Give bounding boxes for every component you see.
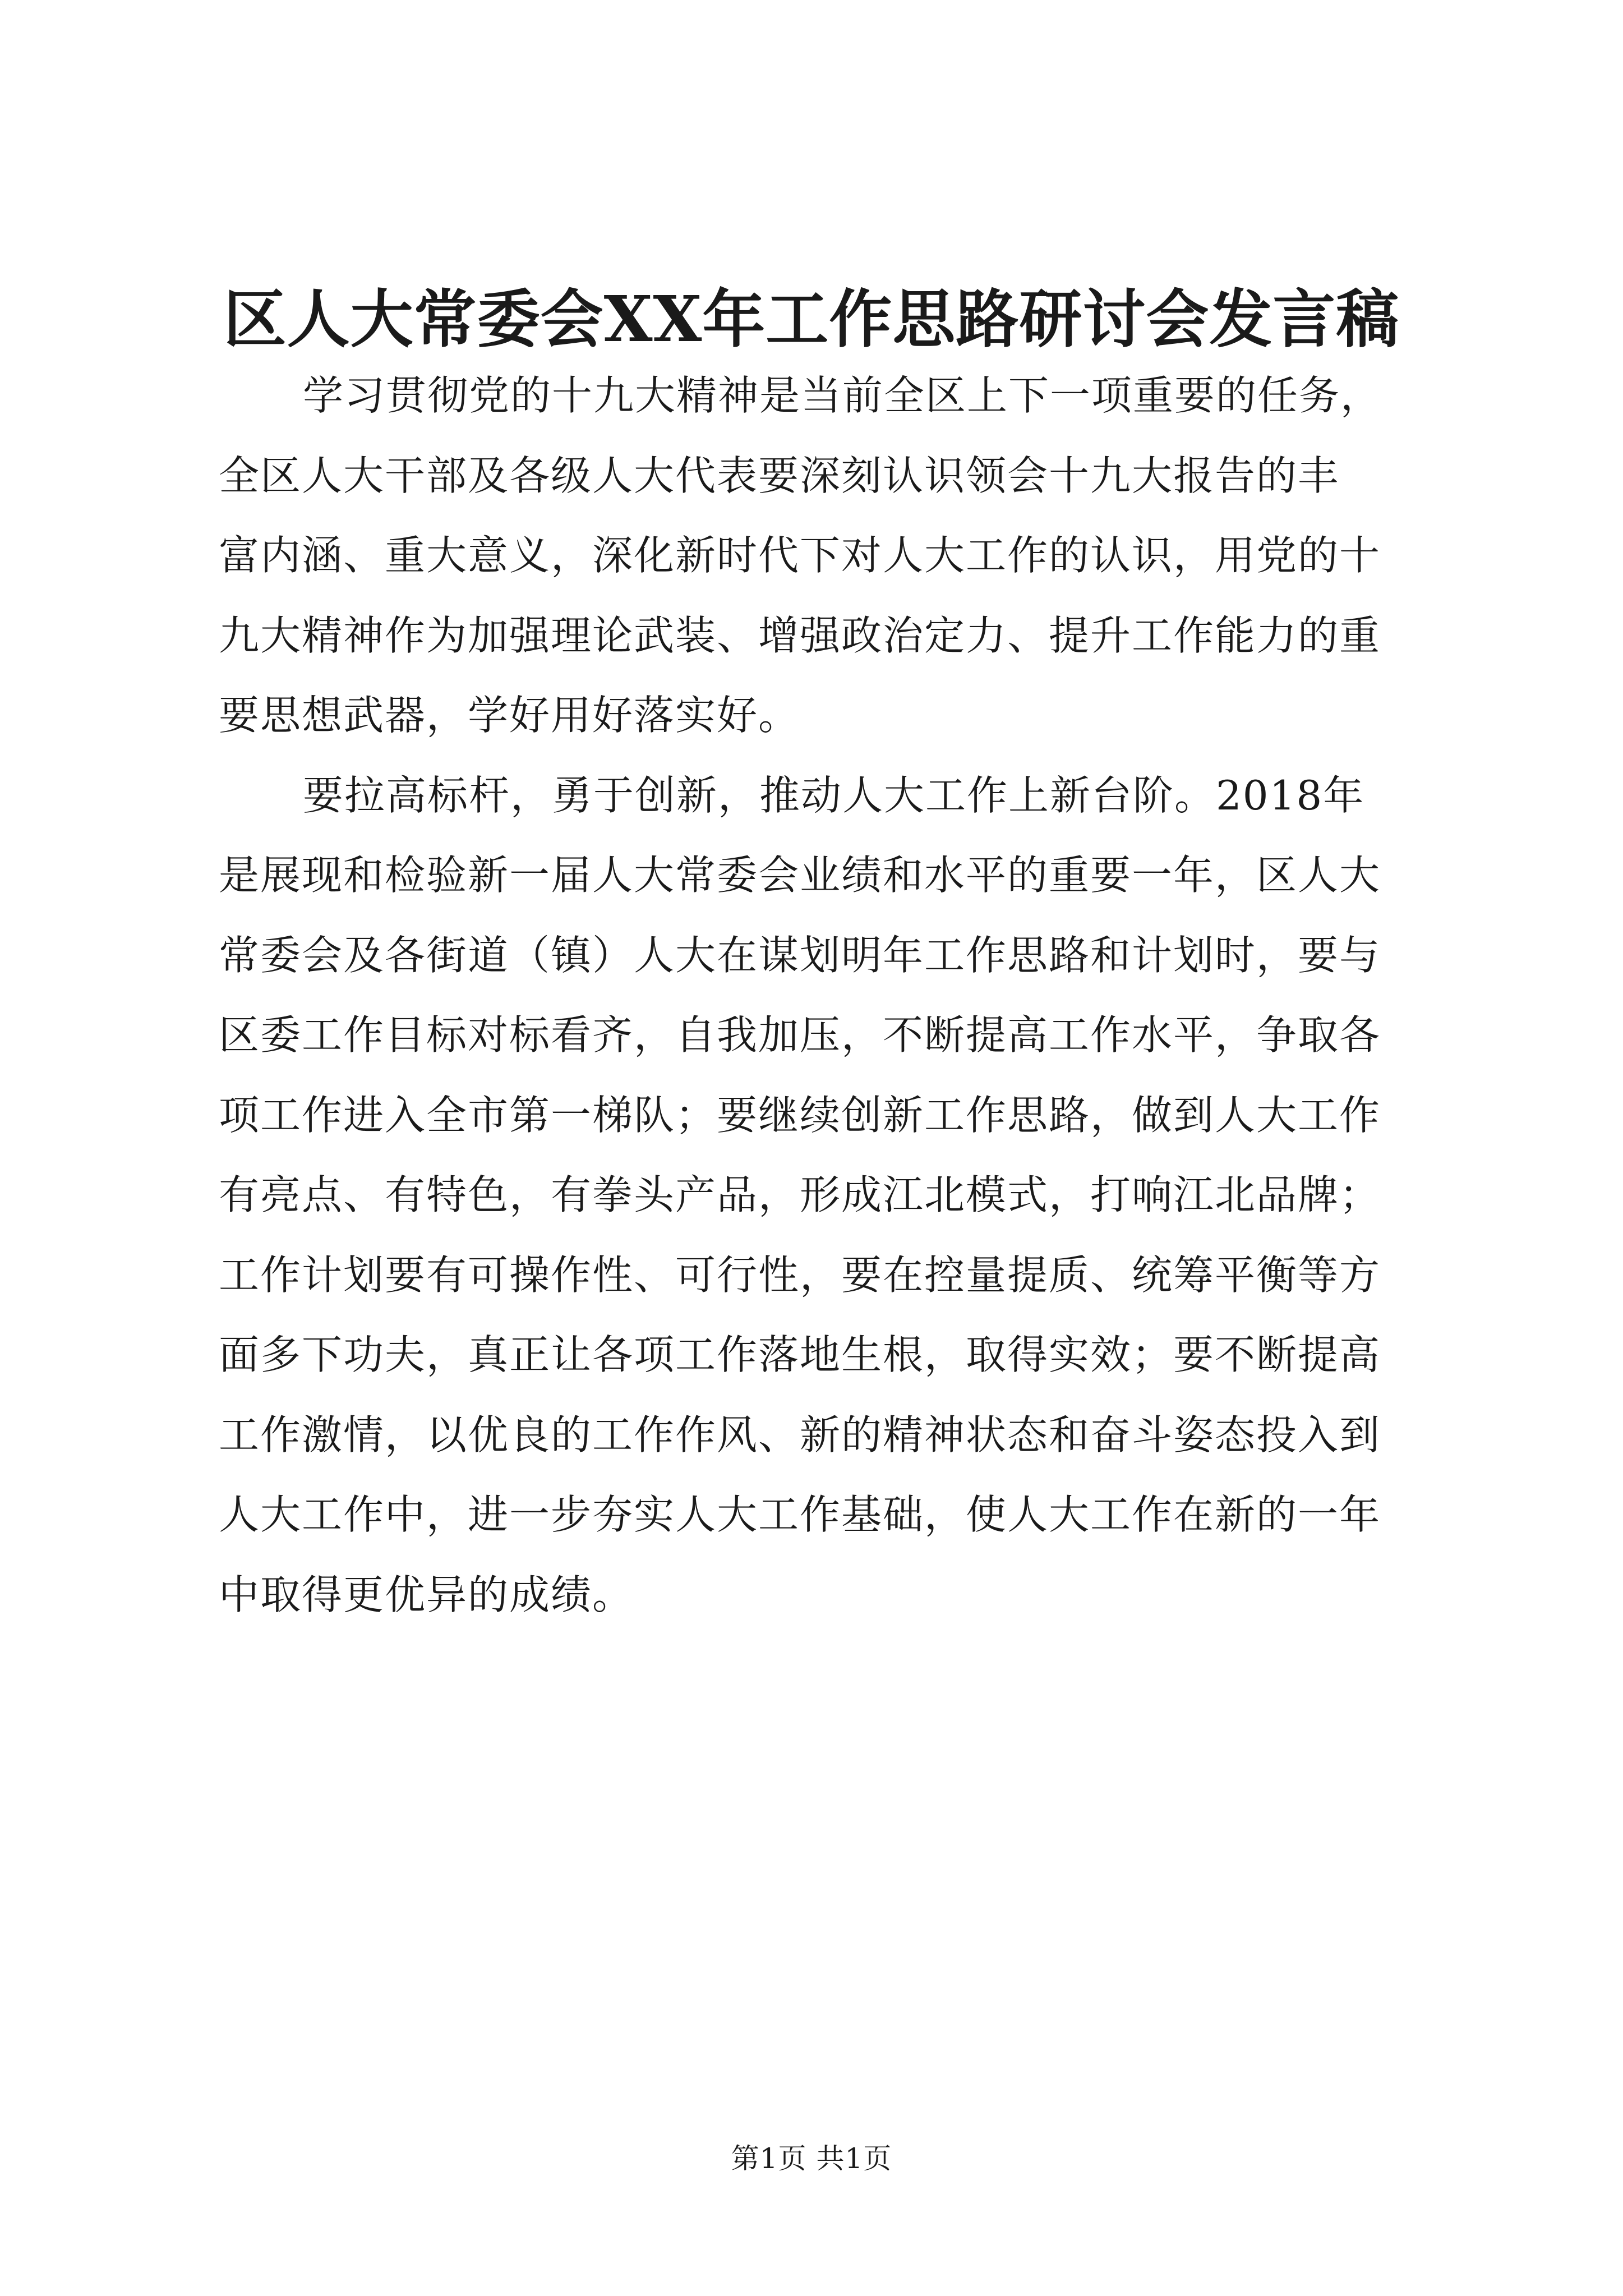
document-title: 区人大常委会XX年工作思路研讨会发言稿 — [223, 283, 1400, 356]
text-line: 工作激情，以优良的工作作风、新的精神状态和奋斗姿态投入到 — [219, 1411, 1381, 1458]
text-line: 九大精神作为加强理论武装、增强政治定力、提升工作能力的重 — [219, 611, 1381, 659]
text-line: 要思想武器，学好用好落实好。 — [219, 692, 800, 739]
text-line: 中取得更优异的成绩。 — [219, 1571, 634, 1618]
paragraph-2 — [219, 756, 1430, 1635]
text-line: 常委会及各街道（镇）人大在谋划明年工作思路和计划时，要与 — [219, 931, 1381, 979]
document-body — [219, 356, 1430, 1635]
text-line: 富内涵、重大意义，深化新时代下对人大工作的认识，用党的十 — [219, 532, 1381, 579]
text-line: 全区人大干部及各级人大代表要深刻认识领会十九大报告的丰 — [219, 452, 1340, 499]
text-line: 项工作进入全市第一梯队；要继续创新工作思路，做到人大工作 — [219, 1091, 1381, 1139]
text-line: 区委工作目标对标看齐，自我加压，不断提高工作水平，争取各 — [219, 1011, 1381, 1059]
text-line: 面多下功夫，真正让各项工作落地生根，取得实效；要不断提高 — [219, 1331, 1381, 1378]
text-line: 要拉高标杆，勇于创新，推动人大工作上新台阶。2018年 — [303, 771, 1365, 819]
text-line: 工作计划要有可操作性、可行性，要在控量提质、统筹平衡等方 — [219, 1251, 1381, 1299]
text-line: 人大工作中，进一步夯实人大工作基础，使人大工作在新的一年 — [219, 1491, 1381, 1538]
text-line: 有亮点、有特色，有拳头产品，形成江北模式，打响江北品牌； — [219, 1171, 1381, 1218]
page-number-footer: 第1页 共1页 — [731, 2142, 892, 2175]
text-line: 是展现和检验新一届人大常委会业绩和水平的重要一年，区人大 — [219, 852, 1381, 899]
text-line: 学习贯彻党的十九大精神是当前全区上下一项重要的任务， — [303, 372, 1382, 419]
paragraph-1 — [219, 356, 1430, 756]
